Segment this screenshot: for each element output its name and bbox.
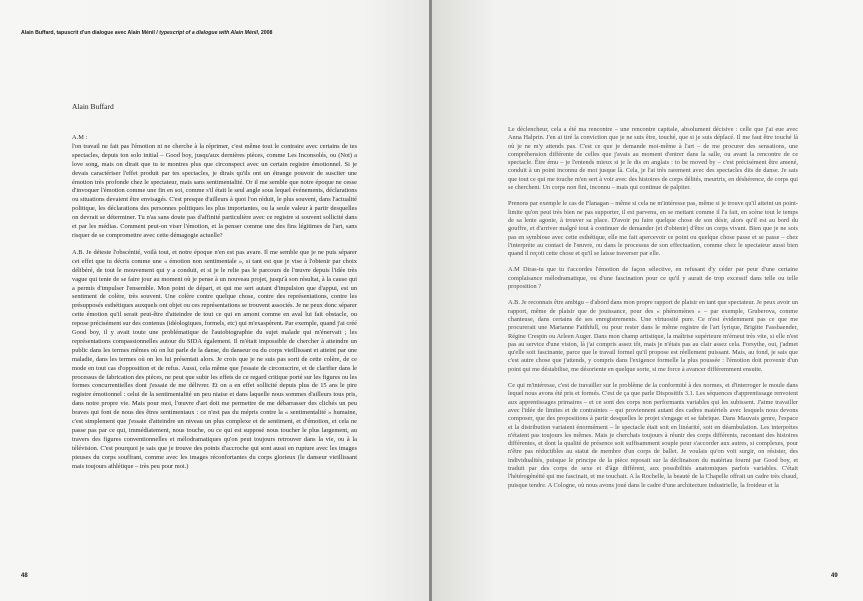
running-head-year: , 2008 (257, 30, 273, 36)
paragraph-text: l'on travail ne fait pas l'émotion ni ne cherche à la réprimer, c'est même tout le contraire avec certains de tes spectacles, depuis ton solo initial – Good boy, jusqu'aux dernières pièces, comme Les Inconsolés, ou (Not) a love song, mais on dirait que tu te montres plus que circonspect avec un certain registre émotionnel. Si je devais caractériser l'effet produit par tes spectacles, je dirais qu'ils ont un étrange pouvoir de susciter une émotion très profonde chez le spectateur, mais sans sentimentalité. Or il me semble que notre époque ne cesse d'invoquer l'émotion comme une fin en soi, comme s'il était le seul angle sous lequel événements, déclarations ou situations devaient être envisagés. C'est presque d'ailleurs à quoi l'on réduit, le plus souvent, dans l'actualité politique, les déclarations des personnes politiques les plus importantes, ou la seule valeur à partir desquelles on devrait se déterminer. Tu n'as sans doute pas d'affinité particulière avec ce registre si souvent sollicité dans et par les médias. Comment peut-on viser l'émotion, et la penser comme une des fins légitimes de l'art, sans risquer de se compromettre avec cette démagogie actuelle? (72, 142, 357, 239)
right-text-column (508, 126, 798, 498)
paragraph (72, 249, 357, 472)
running-head-english: typescript of a dialogue with Alain Ménil (159, 30, 258, 36)
paragraph: Ce qui m'intéresse, c'est de travailler sur le problème de la conformité à des normes, et d'interroger le moule dans lequel nous avons été pris et formés. C'est de ça que parle Dispositifs 3.1. Les séquences d'apprentissage renvoient aux apprentissages primaires – et ce sont des corps non performants variables qui les subissent. J'aime travailler avec l'idée de limites et de contraintes – qui proviennent autant des cadres matériels avec lesquels nous devons composer, que des propositions à partir desquelles le projet s'engage et se fabrique. Dans Mauvais genre, l'espace et la distribution variaient énormément – le spectacle était soit en linéarité, soit en déambulation. Les interprètes n'étaient pas toujours les mêmes. Mais je cherchais toujours à réunir des corps différents, racontant des histoires différentes, et dont la qualité de présence soit suffisamment souple pour s'accorder aux autres, si complexes, pour n'être pas réductibles au statut de membre d'un corps de ballet. Je voulais qu'on voit surgir, on résister, des individualités, puisque le principe de la pièce reposait sur la déclinaison du matériau fourni par Good boy, et traduit par des corps de sexe et d'âge différent, aux possibilités anatomiques parfois variables. C'était l'hétérogénéité qui me fascinait, et me touchait. A la Rochelle, la beauté de la Chapelle offrait un cadre très chaud, puisque tendre. A Cologne, où nous avons joué dans le cadre d'une architecture industrielle, la froideur et la (508, 382, 798, 489)
page-number: 48 (21, 573, 28, 579)
paragraph: Prenons par exemple le cas de Flanagan – même si cela ne m'intéresse pas, même si je trouve qu'il atteint un point-limite qu'on peut très bien ne pas supporter, il est parvenu, en se mettant comme il l'a fait, en scène tout le temps de sa lente agonie, à trouver sa place. D'avoir pu faire quelque chose de son désir, alors qu'il est au bord du gouffre, et d'arriver malgré tout à continuer de demander (et d'obtenir) d'être un corps vivant. Bien que je ne sois pas en symbiose avec cette esthétique, elle me fait apercevoir ce point ou quelque chose passe et se passe – chez l'interprète au contact de l'œuvre, ou dans le processus de son effectuation, comme chez le spectateur aussi bien quand il reçoit cette chose et qu'il se laisse traverser par elle. (508, 200, 798, 258)
paragraph: Le déclencheur, cela a été ma rencontre – une rencontre capitale, absolument décisive : celle que j'ai eue avec Anna Halprin. J'en ai tiré la conviction que je ne suis être, touché, que si je suis déplacé. Il me faut être touché là où je ne m'y attends pas. C'est ce que je demande moi-même à l'art – de me procurer des sensations, une compréhension différente de celles que j'avais au moment d'entrer dans la salle, ou avant la rencontre de ce spectacle. Être ému – je l'entends mieux si je le dis en anglais : to be moved by – c'est précisément être amené, conduit à un point inconnu de moi jusque là. Cela, je l'ai très rarement avec des spectacles dits de danse. Je sais que tout ce qui me touche m'en sert à voir avec des histoires de corps délités, meurtris, en déshérence, de corps qui se cherchent. Un corps non fini, inconnu – mais qui continue de palpiter. (508, 126, 798, 192)
paragraph: A.M Diras-tu que tu t'accordes l'émotion de façon sélective, en refusant d'y céder par peur d'une certaine complaisance mélodramatique, ou d'une fascination pour ce qu'il y aurait de trop excessif dans telle ou telle proposition ? (508, 266, 798, 291)
page-number: 49 (831, 573, 838, 579)
paragraph (72, 134, 357, 241)
speaker-label: A.M : (72, 134, 88, 141)
paragraph-text: A.B. Je déteste l'obscénité, voilà tout, et notre époque n'en est pas avare. Il me semble que je ne puis séparer cet effet que tu décris comme une « émotion non sentimentale », si tant est que je vise à l'obtenir par choix délibéré, de tout le mouvement qui y a conduit, et si je le relie pas le parcours de l'œuvre depuis l'idée très vague qui tente de se faire jour au moment où je pense à un nouveau projet, jusqu'à son résultat, à la cause qui a permis d'impulser l'ensemble. Mon point de départ, et qui me sert autant d'impulsion que d'appui, est un sentiment de colère, très souvent. Une colère contre quelque chose, contre des représentations, contre les présupposés esthétiques auxquels ont objet ou ces représentations se trouvent associés. Je ne peux donc séparer cette émotion qu'il serait peut-être d'atteindre de tout ce qui en amont comme en aval lui fait obstacle, ou repose précisément sur des contenus (idéologiques, formels, etc) qui m'exaspèrent. Par exemple, quand j'ai créé Good boy, il y avait toute une problématique de l'autobiographie du sujet malade qui m'énervait ; les représentations compassionnelles autour du SIDA également. Il m'était impossible de chercher à atteindre un public dans les termes mêmes où on lui parle de la danse, du danseur ou du corps vieillissant et atteint par une maladie, dans les termes où on les lui présentait alors. Je crois que je ne suis pas sorti de cette colère, de ce mode en tout cas d'opposition et de refus. Aussi, cela même que j'essaie de circonscrire, et de clarifier dans le processus de fabrication des pièces, ne peut que subir les effets de ce regard critique porté sur les figures ou les formes concurrentielles dont j'essaie de me délivrer. Et on a en effet sollicité depuis plus de 15 ans le pire registre émotionnel : celui de la sentimentalité un peu niaise et dans laquelle nous sommes d'ailleurs tous pris, dans notre propre vie. Mais pour moi, l'œuvre d'art doit me permettre de me débarrasser des clichés un peu braves qui font de nous des êtres sentimentaux : ce n'est pas du mépris contre la « sentimentalité » humaine, c'est simplement que j'essaie d'atteindre un niveau un plus complexe et de sentiment, et d'émotion, et cela ne passe pas par ce qui, immédiatement, nous touche, ou ce qui est supposé nous toucher le plus largement, au travers des figures conventionnelles et mélodramatiques qu'on peut toujours retrouver dans la vie, ou à la télévision. C'est pourquoi je sais que je trouve des points d'accroche qui sont aussi en rupture avec les images pieuses du corps souffrant, comme avec les images réconfortantes du corps glorieux (le danseur vieillissant mais toujours athlétique – très peu pour moi.) (72, 248, 357, 470)
running-head-french: Alain Buffard, tapuscrit d'un dialogue avec Alain Ménil / (21, 30, 158, 36)
left-text-column (72, 134, 357, 480)
paragraph: A.B. Je reconnais être ambigu – d'abord dans mon propre rapport de plaisir en tant que spectateur. Je peux avoir un rapport, même de plaisir que de jouissance, pour des « phénomènes » – par exemple, Gruberova, comme chanteuse, dans certains de ses enregistrements. Une virtuosité pure. Ce n'est évidemment pas ce que me procurerait une Marianne Faithfull, ou pour rester dans le même registre de l'art lyrique, Brigitte Fassbaender, Régine Crespin ou Arleen Auger. Dans mon champ artistique, la maîtrise supérieure m'émeut très vite, si elle n'est pas au service d'une vision, là j'ai compris assez tôt, mais je n'étais pas au clair assez cela. Forsythe, oui, j'admet qu'elle soit fascinante, parce que le travail formel qu'il propose est réellement puissant. Mais, au fond, je sais que c'est autre chose que j'attends, y compris dans l'exigence formelle la plus poussée : l'émotion doit provenir d'un point qui me déstabilise, me désoriente en quelque sorte, si me force à avancer différemment ensuite. (508, 299, 798, 373)
left-page (0, 0, 429, 601)
author-name: Alain Buffard (72, 102, 114, 111)
running-head (21, 30, 272, 36)
